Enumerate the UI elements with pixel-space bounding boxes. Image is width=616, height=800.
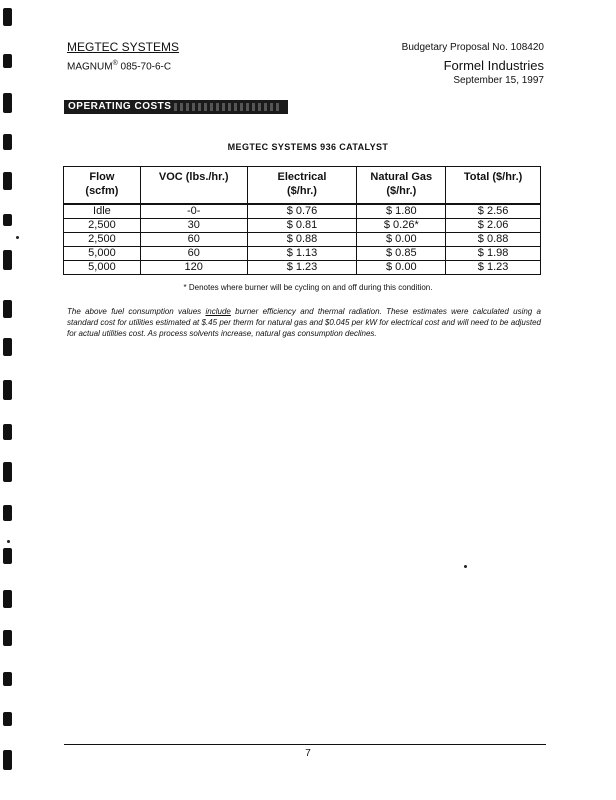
table-cell: 5,000 [64, 247, 141, 261]
table-cell: $ 2.06 [446, 219, 541, 233]
scan-speck [16, 236, 19, 239]
table-cell: $ 0.81 [247, 219, 357, 233]
column-header: Total ($/hr.) [446, 167, 541, 205]
table-cell: $ 0.88 [446, 233, 541, 247]
table-cell: $ 0.00 [357, 233, 446, 247]
proposal-date: September 15, 1997 [453, 75, 544, 86]
company-name: MEGTEC SYSTEMS [67, 40, 180, 54]
scan-smudge [174, 103, 279, 111]
table-cell: $ 0.26* [357, 219, 446, 233]
table-cell: $ 1.23 [247, 261, 357, 275]
table-row [64, 204, 541, 219]
table-cell: 2,500 [64, 219, 141, 233]
table-cell: 60 [140, 247, 247, 261]
table-cell: $ 0.00 [357, 261, 446, 275]
table-footnote: * Denotes where burner will be cycling on and off during this condition. [183, 283, 433, 292]
header-left [67, 40, 179, 72]
table-cell: $ 1.98 [446, 247, 541, 261]
table-title: MEGTEC SYSTEMS 936 CATALYST [227, 142, 389, 152]
footer-rule [64, 744, 546, 745]
table-cell: 30 [140, 219, 247, 233]
table-header-row [64, 167, 541, 205]
table-cell: $ 1.23 [446, 261, 541, 275]
column-header: Natural Gas ($/hr.) [357, 167, 446, 205]
table-row [64, 261, 541, 275]
section-heading: OPERATING COSTS [64, 100, 288, 114]
table-cell: $ 2.56 [446, 204, 541, 219]
table-cell: $ 0.88 [247, 233, 357, 247]
table-row [64, 219, 541, 233]
table-cell: $ 0.85 [357, 247, 446, 261]
header-right [402, 42, 544, 86]
cost-notes-paragraph: The above fuel consumption values include burner efficiency and thermal radiation. These estimates were calculated using a standard cost for utilities estimated at $.45 per therm for natural gas and $0.045 per kW for electrical cost and will need to be adjusted for actual utilities cost. As process solvents increase, natural gas consumption declines. [67, 307, 541, 338]
client-name: Formel Industries [443, 58, 544, 73]
page-number: 7 [305, 748, 311, 759]
table-cell: Idle [64, 204, 141, 219]
table-row [64, 233, 541, 247]
table-cell: -0- [140, 204, 247, 219]
model-number: MAGNUM® 085-70-6-C [67, 60, 172, 73]
column-header: VOC (lbs./hr.) [140, 167, 247, 205]
table-cell: 5,000 [64, 261, 141, 275]
table-cell: $ 0.76 [247, 204, 357, 219]
table-row [64, 247, 541, 261]
column-header: Electrical ($/hr.) [247, 167, 357, 205]
table-cell: 120 [140, 261, 247, 275]
table-cell: $ 1.13 [247, 247, 357, 261]
column-header: Flow (scfm) [64, 167, 141, 205]
scan-speck [464, 565, 467, 568]
operating-costs-table [63, 166, 541, 275]
scan-speck [7, 540, 10, 543]
proposal-number: Budgetary Proposal No. 108420 [401, 42, 544, 53]
table-cell: 60 [140, 233, 247, 247]
table-cell: $ 1.80 [357, 204, 446, 219]
table-cell: 2,500 [64, 233, 141, 247]
